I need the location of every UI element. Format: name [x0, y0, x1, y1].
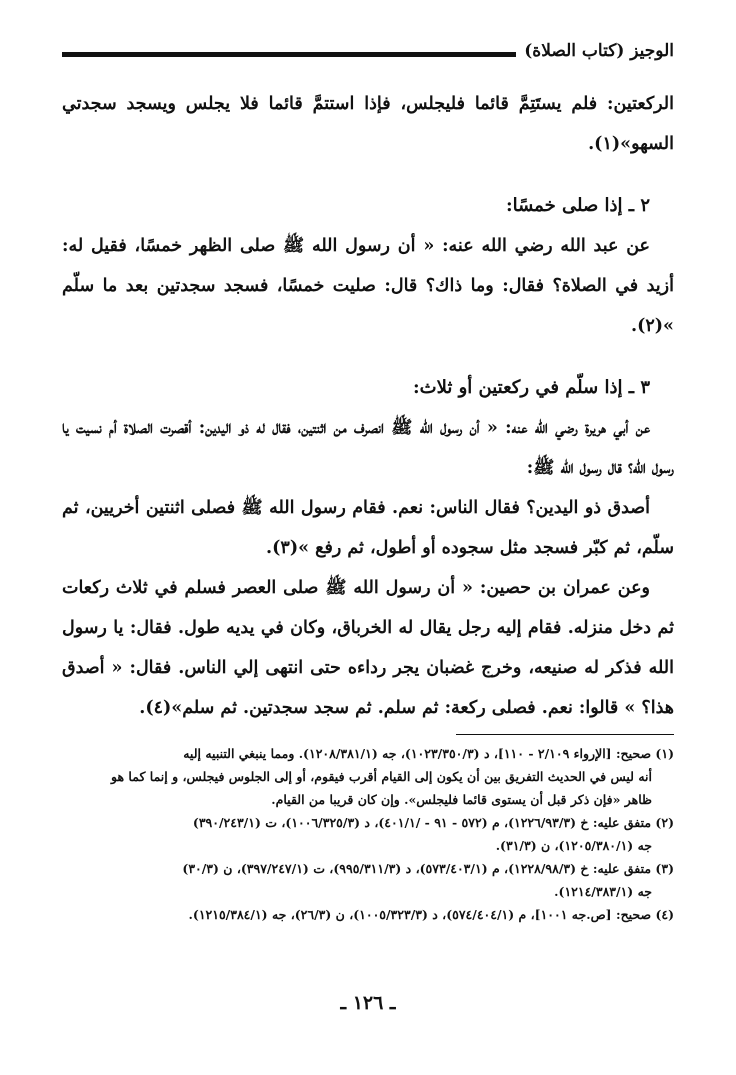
- footnote-1-line-3: ظاهر «فإن ذكر قبل أن يستوى قائما فليجلس». وإن كان قريبا من القيام.: [271, 792, 652, 807]
- footnote-3-line-2: جه (١٢١٤/٣٨٣/١).: [554, 884, 652, 899]
- header-rule: [62, 52, 516, 57]
- main-text: [62, 84, 674, 728]
- paragraph-hadith-abu-hurayra: عن أبي هريرة رضي الله عنه: « أن رسول الله ﷺ انصرف من اثنتين، فقال له ذو اليدين: أقصرت الصلاة أم نسيت يا رسول الله؟ قال رسول الله ﷺ:: [62, 418, 674, 478]
- footnote-1-line-1: (١) صحيح: [الإرواء ٢/١٠٩ - ١١٠]، د (١٠٢٣/٣٥٠/٣)، جه (١٢٠٨/٣٨١/١). ومما ينبغي التنبيه إليه: [183, 746, 674, 761]
- section-heading-3: ٣ ـ إذا سلّم في ركعتين أو ثلاث:: [412, 377, 650, 398]
- footnote-4: (٤) صحيح: [ص.جه ١٠٠١]، م (٥٧٤/٤٠٤/١)، د (١٠٠٥/٣٢٣/٣)، ن (٢٦/٣)، جه (١٢١٥/٣٨٤/١).: [188, 907, 674, 922]
- footnote-separator: [456, 734, 674, 735]
- paragraph-hadith-imran: وعن عمران بن حصين: « أن رسول الله ﷺ صلى العصر فسلم في ثلاث ركعات ثم دخل منزله. فقام إليه رجل يقال له الخرباق، وكان في يديه طول. فقال: يا رسول الله فذكر له صنيعه، وخرج غضبان يجر رداءه حتى انتهى إلي الناس. فقال: « أصدق هذا؟ » قالوا: نعم. فصلى ركعة: ثم سلم. ثم سجد سجدتين. ثم سلم»(٤).: [62, 578, 674, 718]
- paragraph-hadith-abu-hurayra-cont: أصدق ذو اليدين؟ فقال الناس: نعم. فقام رسول الله ﷺ فصلى اثنتين أخريين، ثم سلّم، ثم كبّر فسجد مثل سجوده أو أطول، ثم رفع »(٣).: [62, 498, 674, 558]
- footnotes: [60, 742, 674, 926]
- running-header: [62, 36, 674, 66]
- paragraph-hadith-abdullah: عن عبد الله رضي الله عنه: « أن رسول الله ﷺ صلى الظهر خمسًا، فقيل له: أزيد في الصلاة؟ فقال: وما ذاك؟ قال: صليت خمسًا، فسجد سجدتين بعد ما سلّم »(٢).: [62, 236, 674, 336]
- footnote-1-line-2: أنه ليس في الحديث التفريق بين أن يكون إلى القيام أقرب فيقوم، أو إلى الجلوس فيجلس، و إنما كما هو: [111, 769, 652, 784]
- section-heading-2: ٢ ـ إذا صلى خمسًا:: [506, 195, 650, 216]
- footnote-2-line-2: جه (١٢٠٥/٣٨٠/١)، ن (٣١/٣).: [495, 838, 652, 853]
- footnote-3-line-1: (٣) متفق عليه: خ (١٢٢٨/٩٨/٣)، م (٥٧٣/٤٠٣/١)، د (٩٩٥/٣١١/٣)، ت (٣٩٧/٢٤٧/١)، ن (٣٠/٣): [182, 861, 674, 876]
- header-title: الوجيز (كتاب الصلاة): [524, 41, 674, 61]
- paragraph-continuation: الركعتين: فلم يستَتِمَّ قائما فليجلس، فإذا استتمَّ قائما فلا يجلس ويسجد سجدتي السهو»(١).: [62, 94, 674, 154]
- footnote-2-line-1: (٢) متفق عليه: خ (١٢٢٦/٩٣/٣)، م (٥٧٢ - ٩١ - /٤٠١/١)، د (١٠٠٦/٣٢٥/٣)، ت (٣٩٠/٢٤٣/١): [192, 815, 674, 830]
- page-number: ـ ١٢٦ ـ: [340, 992, 396, 1014]
